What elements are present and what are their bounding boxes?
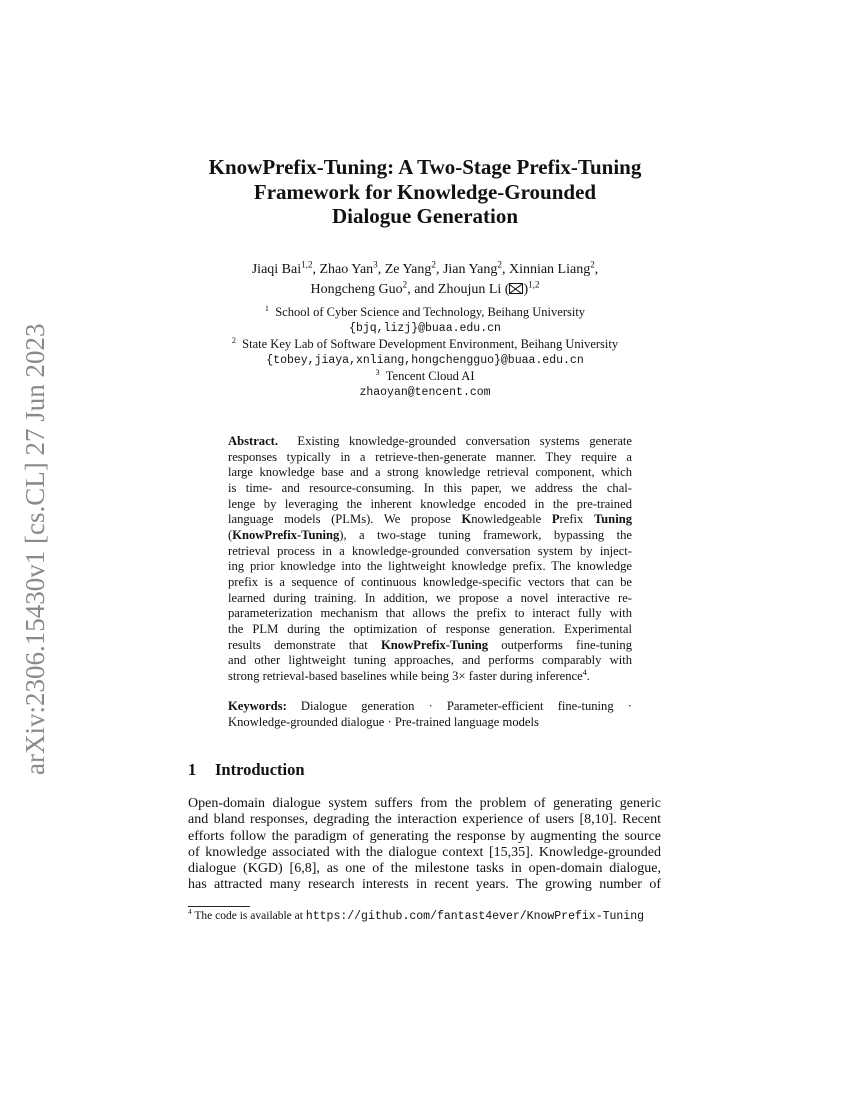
text-run: efforts follow the paradigm of generating the response by augmenting the source: [188, 828, 661, 844]
bold-text: Tuning: [593, 512, 632, 527]
text-run: (: [228, 527, 233, 542]
text-run: and bland responses, degrading the interaction experience of users [8,10]. Recent: [188, 812, 661, 828]
text-run: lenge by leveraging the inherent knowledge encoded in the pre-trained: [228, 496, 632, 511]
text-run: dialogue (KGD) [6,8], as one of the milestone tasks in open-domain dialogue,: [188, 861, 661, 877]
author-list: [0, 260, 850, 300]
text-line: [228, 481, 632, 497]
text-run: Existing knowledge-grounded conversation systems generate: [278, 434, 632, 448]
affiliations: [0, 305, 850, 400]
author-name: , and Zhoujun Li (: [407, 282, 510, 297]
author-affiliation-mark: 2: [497, 259, 502, 270]
authors-line: Jiaqi Bai$^{1,2}$, Zhao Yan$^3$, Ze Yang$^2$, Jian Yang$^2$, Xinnian Liang$^2$,: [251, 259, 599, 277]
author-name-suffix: ): [523, 282, 529, 297]
text-line: [188, 812, 661, 828]
text-run: is time- and resource-consuming. In this paper, we address the chal-: [228, 480, 632, 495]
text-line: [228, 559, 632, 575]
bold-text: Keywords:: [228, 699, 287, 713]
text-line: [228, 606, 632, 622]
text-line: [228, 715, 632, 731]
text-line: [228, 434, 632, 450]
affiliation: [0, 305, 850, 321]
author-affiliation-mark: 2: [402, 279, 408, 290]
text-run: nowledgeable: [471, 512, 552, 527]
text-line: [228, 638, 632, 654]
author-affiliation-mark: 2: [590, 259, 595, 270]
affiliation-mark: 3: [375, 367, 380, 377]
affiliation-name: School of Cyber Science and Technology, Beihang University: [275, 305, 586, 319]
footnote-text: The code is available at: [191, 910, 306, 922]
author-affiliation-mark: 1,2: [528, 279, 540, 290]
text-run: .: [586, 668, 590, 683]
text-run: ing prior knowledge into the lightweight knowledge prefix. The knowledge: [228, 559, 632, 574]
arxiv-identifier: arXiv:2306.15430v1 [cs.CL] 27 Jun 2023: [20, 323, 50, 775]
bold-text: KnowPrefix-Tuning: [232, 527, 340, 542]
text-line: [228, 699, 632, 715]
footnote-mark: 4: [582, 667, 587, 677]
author-name: Ze Yang: [384, 262, 432, 277]
text-run: prefix is a sequence of continuous knowledge-specific vectors that can be: [228, 574, 632, 589]
authors-line: [0, 280, 850, 300]
affiliation: [0, 337, 850, 353]
text-run: of knowledge associated with the dialogue context [15,35]. Knowledge-grounded: [188, 844, 661, 860]
affiliation-mark: 1: [264, 303, 269, 313]
section-heading: [188, 760, 305, 780]
text-run: learned during training. In addition, we propose a novel interactive re-: [228, 590, 632, 605]
affiliation-mark: 2: [231, 335, 236, 345]
text-run: refix: [559, 512, 594, 527]
footnote: [188, 907, 644, 923]
affiliation-email: {tobey,jiaya,xnliang,hongchengguo}@buaa.edu.cn: [266, 353, 584, 367]
title-line: KnowPrefix-Tuning: A Two-Stage Prefix-Tuning: [208, 155, 642, 179]
author-affiliation-mark: 1,2: [301, 259, 313, 270]
text-run: Open-domain dialogue system suffers from the problem of generating generic: [188, 796, 661, 811]
text-run: has attracted many research interests in recent years. The growing number of: [188, 877, 661, 893]
footnote-mark: 4: [188, 907, 192, 917]
text-line: [188, 829, 661, 845]
paper-title: [0, 155, 850, 229]
section-title: Introduction: [215, 760, 305, 779]
text-line: [228, 669, 632, 685]
text-run: Dialogue generation · Parameter-efficient fine-tuning ·: [286, 699, 632, 713]
affiliation-name: State Key Lab of Software Development Environment, Beihang University: [242, 336, 619, 351]
affiliation-email: zhaoyan@tencent.com: [359, 385, 491, 399]
text-line: [188, 796, 661, 812]
author-name: Xinnian Liang: [508, 262, 591, 277]
text-line: [188, 861, 661, 877]
section-number: 1: [188, 760, 197, 779]
text-line: [228, 591, 632, 607]
author-affiliation-mark: 3: [373, 259, 378, 270]
keywords: [228, 699, 632, 731]
text-run: retrieval process in a knowledge-grounded conversation system by inject-: [228, 543, 632, 558]
author-name: Hongcheng Guo: [310, 282, 403, 297]
intro-paragraph: [188, 796, 661, 894]
text-run: ), a two-stage tuning framework, bypassing the: [339, 527, 632, 542]
bold-text: K: [461, 512, 472, 527]
text-run: strong retrieval-based baselines while being 3× faster during inference: [228, 668, 583, 683]
text-run: Knowledge-grounded dialogue · Pre-trained language models: [228, 714, 539, 729]
text-line: [228, 528, 632, 544]
text-line: [228, 575, 632, 591]
text-line: [228, 512, 632, 528]
text-run: responses typically in a retrieve-then-generate manner. They require a: [228, 449, 632, 464]
bold-text: P: [551, 512, 560, 527]
title-line: Dialogue Generation: [331, 204, 519, 228]
text-line: [228, 465, 632, 481]
text-run: outperforms fine-tuning: [488, 637, 632, 652]
title-line: Framework for Knowledge-Grounded: [253, 179, 597, 204]
text-run: large knowledge base and a strong knowledge retrieval component, which: [228, 465, 632, 480]
footnote-rule: [188, 906, 250, 907]
footnote-link[interactable]: https://github.com/fantast4ever/KnowPrefix-Tuning: [305, 910, 644, 923]
text-line: [228, 653, 632, 669]
text-line: [228, 497, 632, 513]
bold-text: Abstract.: [228, 434, 279, 448]
text-line: [228, 450, 632, 466]
abstract: [228, 434, 632, 685]
text-line: [188, 877, 661, 893]
author-name: Jiaqi Bai: [251, 262, 302, 277]
text-run: and other lightweight tuning approaches, and performs comparably with: [228, 653, 632, 668]
text-line: [228, 544, 632, 560]
text-run: the PLM during the optimization of response generation. Experimental: [228, 621, 632, 636]
bold-text: KnowPrefix-Tuning: [380, 637, 489, 652]
envelope-icon: [509, 283, 523, 294]
text-line: [188, 845, 661, 861]
author-name: Jian Yang: [442, 262, 498, 277]
affiliation-name: Tencent Cloud AI: [385, 368, 475, 383]
text-line: [228, 622, 632, 638]
text-run: parameterization mechanism that allows the prefix to interact fully with: [228, 606, 632, 621]
affiliation-email: {bjq,lizj}@buaa.edu.cn: [349, 321, 501, 335]
text-run: language models (PLMs). We propose: [228, 512, 462, 527]
author-name: Zhao Yan: [319, 262, 374, 277]
text-run: results demonstrate that: [228, 637, 381, 652]
author-affiliation-mark: 2: [431, 259, 436, 270]
affiliation: [0, 369, 850, 385]
